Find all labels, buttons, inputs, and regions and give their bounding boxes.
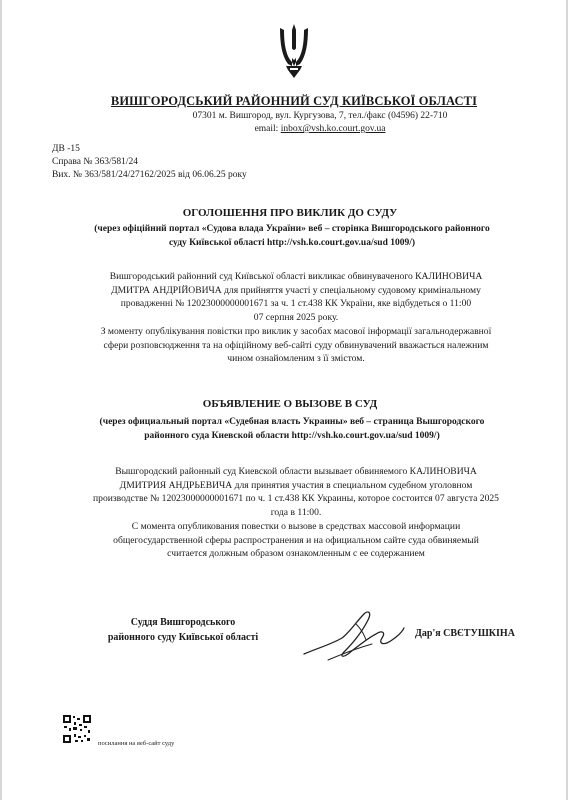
ua-p1-line: провадженні № 12023000000001671 за ч. 1 ст.438 КК України, яке відбудеться о 11:00 bbox=[120, 298, 472, 309]
ru-subtitle-line: (через официальный портал «Судебная власть Украины» веб – страница Вышгородского bbox=[99, 417, 485, 427]
judge-title bbox=[88, 615, 278, 645]
qr-code-icon[interactable] bbox=[62, 714, 92, 744]
ua-subtitle bbox=[48, 222, 536, 250]
court-email-line bbox=[120, 124, 520, 134]
judge-title-line: Суддя Вишгородського bbox=[130, 617, 236, 628]
ua-p1-line: 07 серпня 2025 року. bbox=[253, 311, 339, 323]
ua-p2-line: З моменту опублікування повістки про виклик у засобах масової інформації загальнодержавної bbox=[100, 326, 492, 337]
ua-p2-line: сфери розповсюдження та на офіційному веб-сайті суду обвинувачений вважається належним bbox=[103, 339, 489, 351]
ru-p1-line: года в 11:00. bbox=[270, 506, 322, 518]
ru-subtitle-line: районного суда Киевской области http://vsh.ko.court.gov.ua/sud 1009/) bbox=[144, 431, 440, 441]
ua-subtitle-line: суду Київської області http://vsh.ko.court.gov.ua/sud 1009/) bbox=[168, 238, 416, 248]
case-number: Справа № 363/581/24 bbox=[52, 157, 139, 167]
ru-title: ОБЪЯВЛЕНИЕ О ВЫЗОВЕ В СУД bbox=[202, 398, 378, 410]
ua-p1-line: Вишгородський районний суд Київської області викликає обвинуваченого КАЛИНОВИЧА bbox=[109, 271, 483, 282]
ua-paragraph-1 bbox=[58, 270, 534, 324]
judge-name: Дар'я СВЄТУШКІНА bbox=[415, 628, 515, 639]
ua-p2-line: чином ознайомленим з її змістом. bbox=[227, 353, 365, 364]
ru-paragraph-2 bbox=[58, 520, 534, 561]
ua-title: ОГОЛОШЕННЯ ПРО ВИКЛИК ДО СУДУ bbox=[182, 207, 398, 219]
ru-p1-line: ДМИТРИЯ АНДРЬЕВИЧА для принятия участия в специальном судебном уголовном bbox=[119, 479, 473, 491]
ru-p1-line: производстве № 12023000000001671 по ч. 1 ст.438 КК Украины, которое состоится 07 августа 2025 bbox=[93, 493, 499, 504]
ru-p1-line: Вышгородский районный суд Киевской области вызывает обвиняемого КАЛИНОВИЧА bbox=[115, 466, 477, 477]
ru-paragraph-1 bbox=[58, 465, 534, 519]
court-name: ВИШГОРОДСЬКИЙ РАЙОННИЙ СУД КИЇВСЬКОЇ ОБЛАСТІ bbox=[110, 94, 478, 108]
ua-paragraph-2 bbox=[58, 325, 534, 366]
doc-code: ДВ -15 bbox=[52, 144, 80, 154]
ua-subtitle-line: (через офіційний портал «Судова влада України» веб – сторінка Вишгородського районного bbox=[94, 224, 490, 234]
ru-p2-line: считается должным образом ознакомленным с ее содержанием bbox=[167, 548, 425, 559]
qr-caption: посилання на веб-сайт суду bbox=[98, 740, 175, 747]
ukraine-trident-icon bbox=[276, 22, 312, 80]
ru-subtitle bbox=[48, 415, 536, 443]
outgoing-number: Вих. № 363/581/24/27162/2025 від 06.06.25 року bbox=[52, 170, 247, 180]
handwritten-signature bbox=[298, 604, 408, 666]
judge-title-line: районного суду Київської області bbox=[107, 632, 259, 643]
court-address: 07301 м. Вишгород, вул. Кургузова, 7, тел./факс (04596) 22-710 bbox=[192, 111, 448, 121]
scan-edge-left bbox=[0, 0, 2, 800]
email-label: email: bbox=[254, 124, 281, 134]
ru-p2-line: общегосударственной сферы распространения и на официальном сайте суда обвиняемый bbox=[113, 534, 479, 546]
ua-p1-line: ДМИТРА АНДРІЙОВИЧА для прийняття участі у спеціальному судовому кримінальному bbox=[111, 284, 481, 296]
email-link[interactable]: inbox@vsh.ko.court.gov.ua bbox=[280, 124, 386, 134]
ru-p2-line: С момента опубликования повестки о вызове в средствах массовой информации bbox=[131, 521, 461, 532]
